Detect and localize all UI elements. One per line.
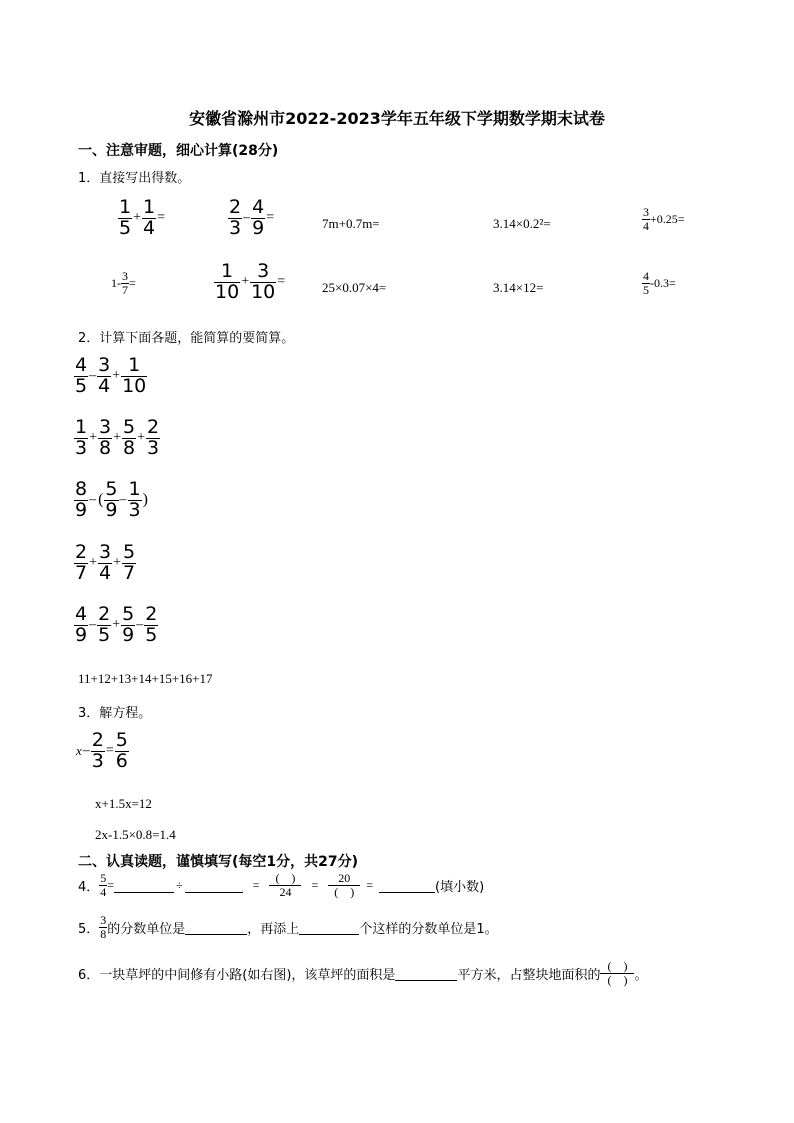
q4-blank-2[interactable] xyxy=(185,878,243,893)
q2-prompt: 2．计算下面各题，能简算的要简算。 xyxy=(78,331,295,346)
q3-eq-2: x+1.5x=12 xyxy=(95,796,152,811)
q4-blank-3[interactable] xyxy=(379,878,435,893)
q1-r1-d: 3.14×0.2²= xyxy=(493,216,551,231)
q5-blank-1[interactable] xyxy=(185,920,247,935)
q5: 5． $\frac{3}{8}$ 的分数单位是 ，再添上 个这样的分数单位是1。 xyxy=(78,913,498,941)
q1-r2-a: 1- $\frac{3}{7}$ = xyxy=(111,269,136,297)
q1-r2-d: 3.14×12= xyxy=(493,280,544,295)
q3-prompt: 3．解方程。 xyxy=(78,706,152,721)
q1-r2-c: 25×0.07×4= xyxy=(322,280,387,295)
section2-heading: 二、认真读题，谨慎填写(每空1分，共27分) xyxy=(78,854,359,870)
q3-eq-1: x – $\frac{2}{3}$ = $\frac{5}{6}$ xyxy=(76,729,128,772)
q2-expr-1: $\frac{4}{5}$ – $\frac{3}{4}$ + $\frac{1}{10}$ xyxy=(75,354,147,397)
q6-blank-1[interactable] xyxy=(395,966,457,981)
section1-heading: 一、注意审题，细心计算(28分) xyxy=(78,143,279,159)
page-title: 安徽省滁州市2022-2023学年五年级下学期数学期末试卷 xyxy=(189,109,605,128)
q4: 4． $\frac{5}{4}$ = ÷ = $\frac{( )}{24}$ = $\frac{20}{( )}$ = (填小数) xyxy=(78,871,485,899)
q5-blank-2[interactable] xyxy=(299,920,359,935)
q3-eq-3: 2x-1.5×0.8=1.4 xyxy=(95,827,176,842)
q1-r1-c: 7m+0.7m= xyxy=(322,216,380,231)
q1-prompt: 1．直接写出得数。 xyxy=(78,171,191,186)
q2-expr-4: $\frac{2}{7}$ + $\frac{3}{4}$ + $\frac{5}{7}$ xyxy=(75,541,136,584)
q2-expr-5: $\frac{4}{9}$ – $\frac{2}{5}$ + $\frac{5}{9}$ – $\frac{2}{5}$ xyxy=(75,603,158,646)
q2-expr-6: 11+12+13+14+15+16+17 xyxy=(78,671,213,686)
q2-expr-2: $\frac{1}{3}$ + $\frac{3}{8}$ + $\frac{5}{8}$ + $\frac{2}{3}$ xyxy=(75,416,160,459)
q1-r1-e: $\frac{3}{4}$ +0.25= xyxy=(643,205,685,233)
q1-r2-b: $\frac{1}{10}$ + $\frac{3}{10}$ = xyxy=(215,260,286,303)
q1-r2-e: $\frac{4}{5}$ -0.3= xyxy=(643,269,676,297)
q6: 6． 一块草坪的中间修有小路(如右图)，该草坪的面积是 平方米，占整块地面积的 $\frac{( )}{( )}$ 。 xyxy=(78,959,648,987)
q1-r1-b: $\frac{2}{3}$ – $\frac{4}{9}$ = xyxy=(229,196,275,239)
q4-blank-1[interactable] xyxy=(114,878,174,893)
q1-r1-a: $\frac{1}{5}$ + $\frac{1}{4}$ = xyxy=(119,196,165,239)
q2-expr-3: $\frac{8}{9}$ – ( $\frac{5}{9}$ – $\frac{1}{3}$ ) xyxy=(75,478,148,521)
